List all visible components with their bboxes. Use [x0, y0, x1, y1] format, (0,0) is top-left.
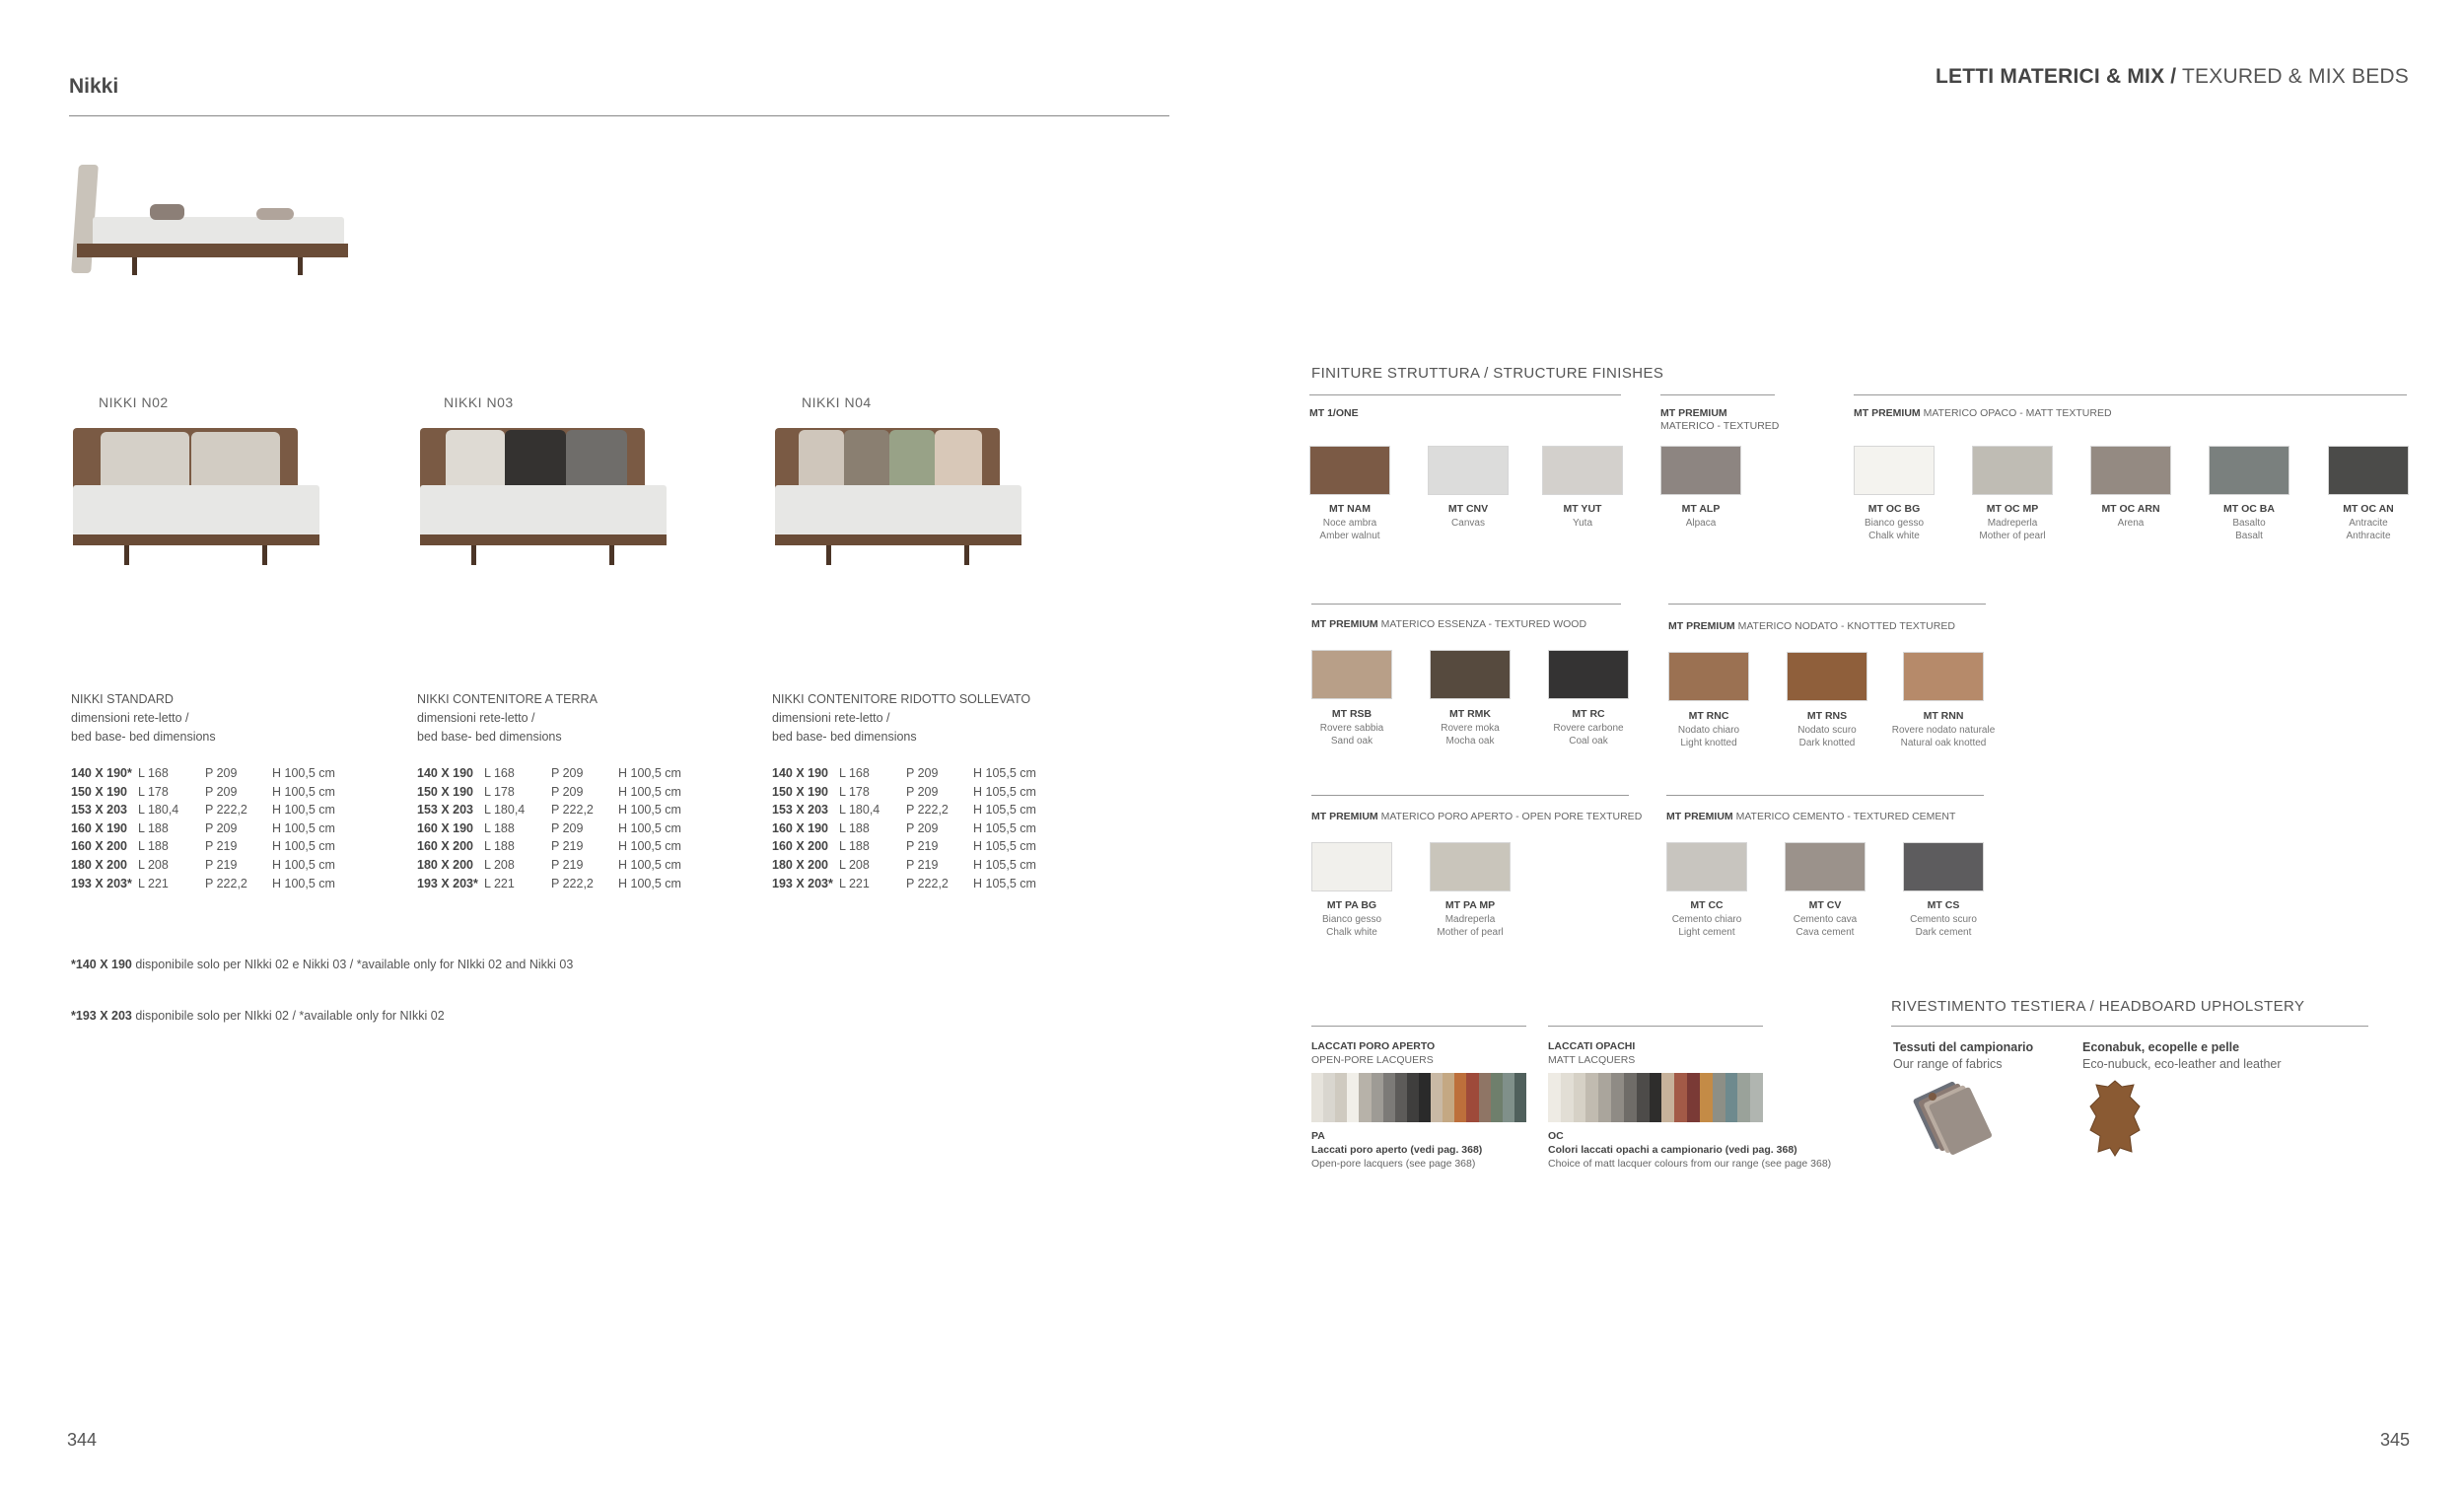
page-title-right [1936, 65, 2409, 89]
lacquer-color-chip [1503, 1073, 1514, 1122]
lacquer-color-chip [1466, 1073, 1478, 1122]
lacquer-color-chip [1335, 1073, 1347, 1122]
fabric-samples-icon [1903, 1077, 1992, 1156]
section-rule [1666, 795, 1984, 796]
group-label-open-pore: MT PREMIUM MATERICO PORO APERTO - OPEN PORE TEXTURED [1311, 811, 1643, 822]
lacquer-color-chip [1491, 1073, 1503, 1122]
swatch-name: Cemento scuro Dark cement [1910, 914, 1977, 938]
swatch-code: MT CV [1808, 899, 1842, 911]
lacquer-color-chip [1479, 1073, 1491, 1122]
swatch-code: MT OC BG [1867, 503, 1921, 515]
lacquer-color-chip [1750, 1073, 1763, 1122]
page-number-left: 344 [67, 1430, 98, 1450]
table-row: 140 X 190 L 168 P 209 H 105,5 cm [772, 766, 1036, 780]
spec-sub: bed base- bed dimensions [772, 730, 917, 744]
table-row: 150 X 190 L 178 P 209 H 100,5 cm [71, 784, 335, 799]
footnote-140x190: *140 X 190 disponibile solo per NIkki 02 e Nikki 03 / *available only for NIkki 02 and Nikki 03 [71, 958, 574, 971]
spec-sub: bed base- bed dimensions [417, 730, 562, 744]
swatch-code: MT RC [1572, 708, 1605, 720]
lacquer-color-chip [1383, 1073, 1395, 1122]
lacquer-color-chip [1347, 1073, 1359, 1122]
swatch-name: Cemento chiaro Light cement [1671, 914, 1742, 938]
swatch-mt-rns [1787, 652, 1867, 701]
lacquer-color-chip [1674, 1073, 1687, 1122]
lacquer-color-chip [1585, 1073, 1598, 1122]
swatch-mt-rnc [1668, 652, 1749, 701]
section-rule [1854, 394, 2407, 395]
lacquer-color-chip [1637, 1073, 1650, 1122]
table-row: 160 X 200 L 188 P 219 H 100,5 cm [417, 839, 681, 854]
swatch-mt-oc-arn [2090, 446, 2171, 495]
lacquer-oc-description: OC Colori laccati opachi a campionario (vedi pag. 368) Choice of matt lacquer colours from our range (see page 368) [1548, 1130, 1832, 1170]
section-rule [1668, 604, 1986, 605]
spec-table-standard [71, 690, 367, 894]
swatch-mt-pa-bg [1311, 842, 1392, 891]
section-rule [1311, 604, 1621, 605]
swatch-mt-pa-mp [1430, 842, 1511, 891]
group-label-cement: MT PREMIUM MATERICO CEMENTO - TEXTURED CEMENT [1666, 811, 1956, 822]
swatch-code: MT YUT [1563, 503, 1602, 515]
lacquer-color-chip [1574, 1073, 1586, 1122]
swatch-code: MT RSB [1331, 708, 1373, 720]
swatch-name: Cemento cava Cava cement [1793, 914, 1858, 938]
lacquer-color-chip [1407, 1073, 1419, 1122]
swatch-mt-cnv [1428, 446, 1509, 495]
upholstery-title: RIVESTIMENTO TESTIERA / HEADBOARD UPHOLSTERY [1891, 998, 2305, 1015]
swatch-name: Antracite Anthracite [2346, 518, 2391, 541]
leather-hide-icon [2084, 1077, 2146, 1160]
lacquer-oc-color-strip [1548, 1073, 1763, 1122]
swatch-mt-cc [1666, 842, 1747, 891]
swatch-code: MT RNC [1688, 710, 1729, 722]
table-row: 153 X 203 L 180,4 P 222,2 H 105,5 cm [772, 803, 1036, 818]
group-label-knotted: MT PREMIUM MATERICO NODATO - KNOTTED TEXTURED [1668, 620, 1955, 632]
spec-table-contenitore-terra [417, 690, 713, 894]
group-label-mt-one: MT 1/ONE [1309, 407, 1359, 419]
lacquer-color-chip [1431, 1073, 1443, 1122]
swatch-mt-oc-mp [1972, 446, 2053, 495]
spec-heading: NIKKI CONTENITORE A TERRA [417, 692, 598, 706]
spec-sub: dimensioni rete-letto / [772, 711, 890, 725]
swatch-code: MT OC ARN [2101, 503, 2160, 515]
swatch-mt-oc-ba [2209, 446, 2289, 495]
table-row: 140 X 190* L 168 P 209 H 100,5 cm [71, 766, 335, 780]
group-label-textured-wood: MT PREMIUM MATERICO ESSENZA - TEXTURED WOOD [1311, 618, 1587, 630]
swatch-name: Madreperla Mother of pearl [1437, 914, 1504, 938]
table-row: 160 X 190 L 188 P 209 H 105,5 cm [772, 820, 1036, 835]
spec-sub: dimensioni rete-letto / [71, 711, 189, 725]
swatch-code: MT OC BA [2223, 503, 2275, 515]
group-label-premium-matt: MT PREMIUM MATERICO OPACO - MATT TEXTURED [1854, 407, 2112, 419]
swatch-mt-oc-an [2328, 446, 2409, 495]
lacquer-color-chip [1725, 1073, 1738, 1122]
swatch-mt-rc [1548, 650, 1629, 699]
swatch-mt-rnn [1903, 652, 1984, 701]
bed-n03-image [420, 426, 667, 574]
table-row: 180 X 200 L 208 P 219 H 105,5 cm [772, 857, 1036, 872]
lacquer-color-chip [1661, 1073, 1674, 1122]
table-row: 160 X 190 L 188 P 209 H 100,5 cm [71, 820, 335, 835]
model-label-n04: NIKKI N04 [802, 394, 872, 410]
table-row: 153 X 203 L 180,4 P 222,2 H 100,5 cm [71, 803, 335, 818]
section-rule [1311, 795, 1629, 796]
lacquer-color-chip [1514, 1073, 1526, 1122]
lacquer-color-chip [1311, 1073, 1323, 1122]
lacquer-color-chip [1598, 1073, 1611, 1122]
spec-heading: NIKKI CONTENITORE RIDOTTO SOLLEVATO [772, 692, 1031, 706]
title-bold: LETTI MATERICI & MIX / [1936, 65, 2177, 88]
lacquer-pa-description: PA Laccati poro aperto (vedi pag. 368) Open-pore lacquers (see page 368) [1311, 1130, 1483, 1170]
title-light: TEXURED & MIX BEDS [2176, 65, 2409, 88]
swatch-code: MT PA BG [1326, 899, 1377, 911]
structure-finishes-title: FINITURE STRUTTURA / STRUCTURE FINISHES [1311, 365, 1664, 382]
lacquer-color-chip [1372, 1073, 1383, 1122]
swatch-code: MT CS [1927, 899, 1960, 911]
table-row: 160 X 190 L 188 P 209 H 100,5 cm [417, 820, 681, 835]
swatch-name: Yuta [1572, 518, 1593, 529]
swatch-name: Canvas [1451, 518, 1485, 529]
swatch-mt-alp [1660, 446, 1741, 495]
swatch-name: Madreperla Mother of pearl [1979, 518, 2046, 541]
section-rule [1891, 1026, 2368, 1027]
lacquer-color-chip [1611, 1073, 1624, 1122]
table-row: 160 X 200 L 188 P 219 H 105,5 cm [772, 839, 1036, 854]
lacquer-pa-header: LACCATI PORO APERTO OPEN-PORE LACQUERS [1311, 1040, 1436, 1066]
swatch-mt-rsb [1311, 650, 1392, 699]
lacquer-color-chip [1713, 1073, 1725, 1122]
spec-heading: NIKKI STANDARD [71, 692, 174, 706]
table-row: 150 X 190 L 178 P 209 H 105,5 cm [772, 784, 1036, 799]
swatch-code: MT RNN [1923, 710, 1964, 722]
table-row: 140 X 190 L 168 P 209 H 100,5 cm [417, 766, 681, 780]
swatch-code: MT CNV [1447, 503, 1489, 515]
lacquer-color-chip [1561, 1073, 1574, 1122]
table-row: 180 X 200 L 208 P 219 H 100,5 cm [417, 857, 681, 872]
lacquer-color-chip [1687, 1073, 1700, 1122]
section-rule [1311, 1026, 1526, 1027]
lacquer-color-chip [1454, 1073, 1466, 1122]
lacquer-color-chip [1359, 1073, 1371, 1122]
lacquer-color-chip [1737, 1073, 1750, 1122]
table-row: 160 X 200 L 188 P 219 H 100,5 cm [71, 839, 335, 854]
swatch-name: Rovere sabbia Sand oak [1319, 723, 1384, 747]
swatch-name: Rovere moka Mocha oak [1441, 723, 1500, 747]
lacquer-color-chip [1443, 1073, 1454, 1122]
title-divider [69, 115, 1169, 116]
swatch-name: Rovere nodato naturale Natural oak knotted [1891, 725, 1996, 748]
swatch-mt-cs [1903, 842, 1984, 891]
footnote-193x203: *193 X 203 disponibile solo per NIkki 02 / *available only for NIkki 02 [71, 1009, 445, 1023]
spec-sub: bed base- bed dimensions [71, 730, 216, 744]
table-row: 193 X 203* L 221 P 222,2 H 100,5 cm [71, 876, 335, 890]
swatch-mt-cv [1785, 842, 1866, 891]
section-rule [1309, 394, 1621, 395]
swatch-mt-yut [1542, 446, 1623, 495]
spec-sub: dimensioni rete-letto / [417, 711, 535, 725]
hero-bed-image [71, 163, 352, 291]
swatch-code: MT ALP [1681, 503, 1721, 515]
group-label-premium-textured: MT PREMIUM MATERICO - TEXTURED [1660, 407, 1780, 432]
swatch-mt-oc-bg [1854, 446, 1935, 495]
bed-n02-image [73, 426, 319, 574]
lacquer-color-chip [1624, 1073, 1637, 1122]
swatch-code: MT NAM [1329, 503, 1371, 515]
table-row: 150 X 190 L 178 P 209 H 100,5 cm [417, 784, 681, 799]
lacquer-color-chip [1395, 1073, 1407, 1122]
swatch-name: Nodato chiaro Light knotted [1677, 725, 1740, 748]
swatch-name: Noce ambra Amber walnut [1319, 518, 1380, 541]
lacquer-color-chip [1323, 1073, 1335, 1122]
leather-samples-label: Econabuk, ecopelle e pelle Eco-nubuck, eco-leather and leather [2082, 1040, 2282, 1071]
lacquer-color-chip [1650, 1073, 1662, 1122]
table-row: 193 X 203* L 221 P 222,2 H 105,5 cm [772, 876, 1036, 890]
model-label-n03: NIKKI N03 [444, 394, 514, 410]
table-row: 180 X 200 L 208 P 219 H 100,5 cm [71, 857, 335, 872]
swatch-mt-nam [1309, 446, 1390, 495]
section-rule [1660, 394, 1775, 395]
swatch-code: MT OC AN [2343, 503, 2394, 515]
swatch-name: Nodato scuro Dark knotted [1797, 725, 1857, 748]
page-number-right: 345 [2379, 1430, 2410, 1450]
swatch-name: Arena [2117, 518, 2145, 529]
page-title-left: Nikki [69, 75, 119, 98]
section-rule [1548, 1026, 1763, 1027]
fabric-samples-label: Tessuti del campionario Our range of fabrics [1893, 1040, 2034, 1071]
swatch-name: Bianco gesso Chalk white [1864, 518, 1925, 541]
lacquer-color-chip [1419, 1073, 1431, 1122]
swatch-code: MT RMK [1449, 708, 1491, 720]
swatch-code: MT PA MP [1444, 899, 1496, 911]
swatch-name: Rovere carbone Coal oak [1553, 723, 1624, 747]
table-row: 153 X 203 L 180,4 P 222,2 H 100,5 cm [417, 803, 681, 818]
lacquer-pa-color-strip [1311, 1073, 1526, 1122]
lacquer-color-chip [1700, 1073, 1713, 1122]
swatch-code: MT RNS [1806, 710, 1848, 722]
swatch-mt-rmk [1430, 650, 1511, 699]
lacquer-color-chip [1548, 1073, 1561, 1122]
swatch-name: Bianco gesso Chalk white [1321, 914, 1382, 938]
model-label-n02: NIKKI N02 [99, 394, 169, 410]
bed-n04-image [775, 426, 1021, 574]
swatch-name: Alpaca [1685, 518, 1717, 529]
swatch-code: MT OC MP [1986, 503, 2039, 515]
swatch-code: MT CC [1690, 899, 1724, 911]
table-row: 193 X 203* L 221 P 222,2 H 100,5 cm [417, 876, 681, 890]
lacquer-oc-header: LACCATI OPACHI MATT LACQUERS [1548, 1040, 1636, 1066]
swatch-name: Basalto Basalt [2232, 518, 2266, 541]
spec-table-ridotto-sollevato [772, 690, 1088, 894]
